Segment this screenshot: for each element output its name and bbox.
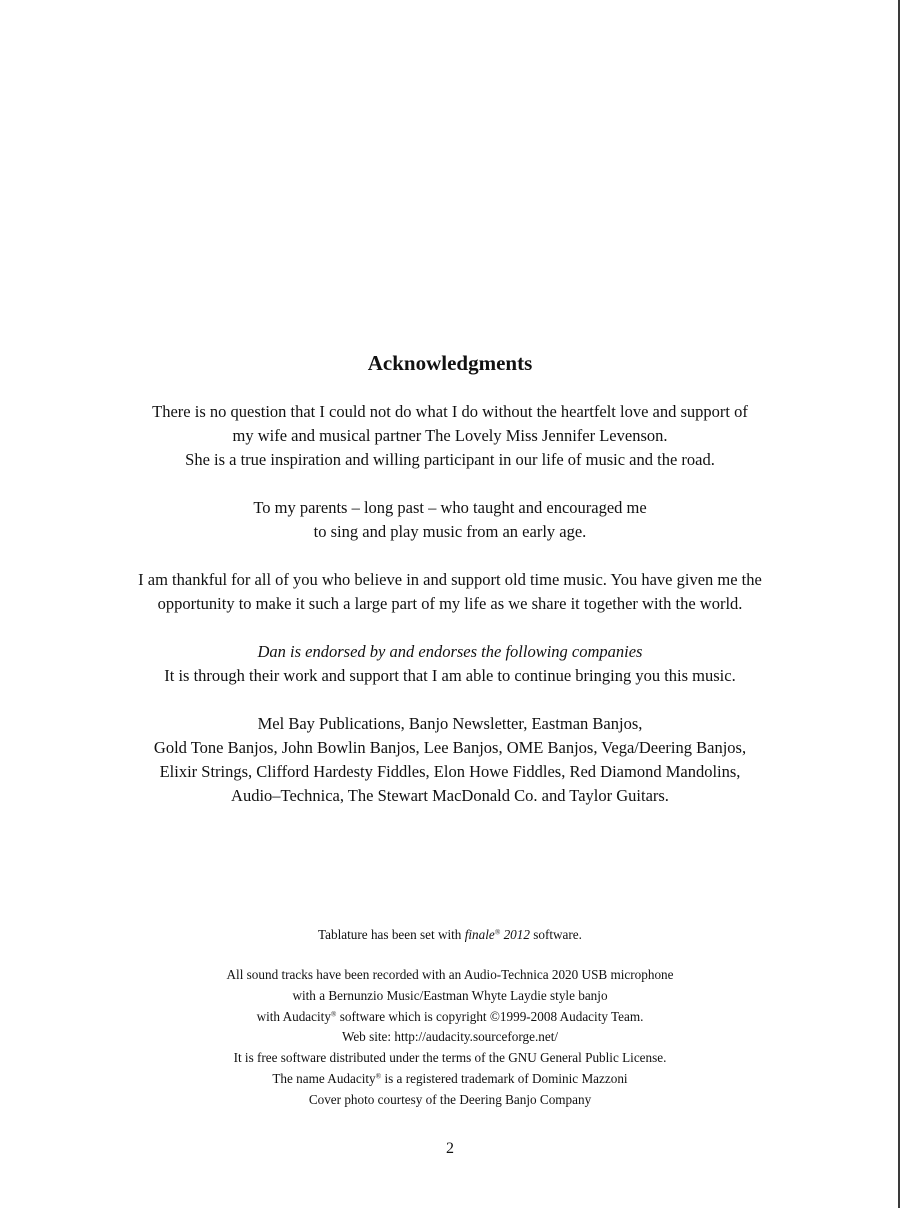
registered-mark: ® bbox=[330, 1010, 337, 1019]
paragraph-thanks bbox=[0, 568, 900, 616]
recording-credits bbox=[0, 965, 900, 1111]
tablature-suffix: software. bbox=[529, 927, 582, 942]
registered-mark: ® bbox=[375, 1072, 382, 1081]
credit-text: software which is copyright ©1999-2008 Audacity Team. bbox=[336, 1008, 644, 1024]
tablature-credit bbox=[0, 925, 900, 946]
text-line: To my parents – long past – who taught and encouraged me bbox=[253, 498, 647, 517]
credit-line: It is free software distributed under the terms of the GNU General Public License. bbox=[233, 1050, 667, 1066]
company-line: Audio–Technica, The Stewart MacDonald Co. and Taylor Guitars. bbox=[231, 786, 669, 805]
text-line: opportunity to make it such a large part of my life as we share it together with the world. bbox=[157, 594, 743, 613]
paragraph-endorsement bbox=[0, 640, 900, 688]
endorsement-line: It is through their work and support that I am able to continue bringing you this music. bbox=[164, 666, 736, 685]
company-line: Gold Tone Banjos, John Bowlin Banjos, Lee Banjos, OME Banjos, Vega/Deering Banjos, bbox=[153, 738, 747, 757]
software-version: 2012 bbox=[500, 927, 530, 942]
paragraph-love bbox=[0, 400, 900, 472]
endorsement-intro: Dan is endorsed by and endorses the following companies bbox=[257, 642, 643, 661]
credit-line: with a Bernunzio Music/Eastman Whyte Laydie style banjo bbox=[292, 987, 608, 1003]
credit-line: Cover photo courtesy of the Deering Banjo Company bbox=[308, 1091, 592, 1107]
text-line: I am thankful for all of you who believe in and support old time music. You have given me the bbox=[138, 570, 762, 589]
text-line: She is a true inspiration and willing participant in our life of music and the road. bbox=[185, 450, 715, 469]
paragraph-parents bbox=[0, 496, 900, 544]
software-name: finale bbox=[464, 927, 495, 942]
credit-text: The name Audacity bbox=[272, 1070, 376, 1086]
company-line: Mel Bay Publications, Banjo Newsletter, Eastman Banjos, bbox=[257, 714, 643, 733]
credit-line: All sound tracks have been recorded with an Audio-Technica 2020 USB microphone bbox=[226, 967, 674, 982]
tablature-prefix: Tablature has been set with bbox=[318, 927, 465, 942]
credit-line bbox=[0, 1007, 900, 1028]
credit-text: with Audacity bbox=[256, 1008, 331, 1024]
credit-text: is a registered trademark of Dominic Mazzoni bbox=[381, 1070, 628, 1086]
page-number: 2 bbox=[446, 1140, 454, 1157]
tablature-software bbox=[465, 927, 530, 942]
company-list bbox=[0, 712, 900, 808]
tablature-line bbox=[0, 925, 900, 946]
page-title: Acknowledgments bbox=[367, 351, 533, 375]
text-line: There is no question that I could not do what I do without the heartfelt love and support of bbox=[152, 402, 748, 421]
registered-mark: ® bbox=[494, 928, 501, 937]
text-line: to sing and play music from an early age. bbox=[313, 522, 587, 541]
text-line: my wife and musical partner The Lovely Miss Jennifer Levenson. bbox=[232, 426, 668, 445]
company-line: Elixir Strings, Clifford Hardesty Fiddles, Elon Howe Fiddles, Red Diamond Mandolins, bbox=[159, 762, 741, 781]
credit-line bbox=[0, 1069, 900, 1090]
credit-line: Web site: http://audacity.sourceforge.net/ bbox=[341, 1029, 559, 1045]
